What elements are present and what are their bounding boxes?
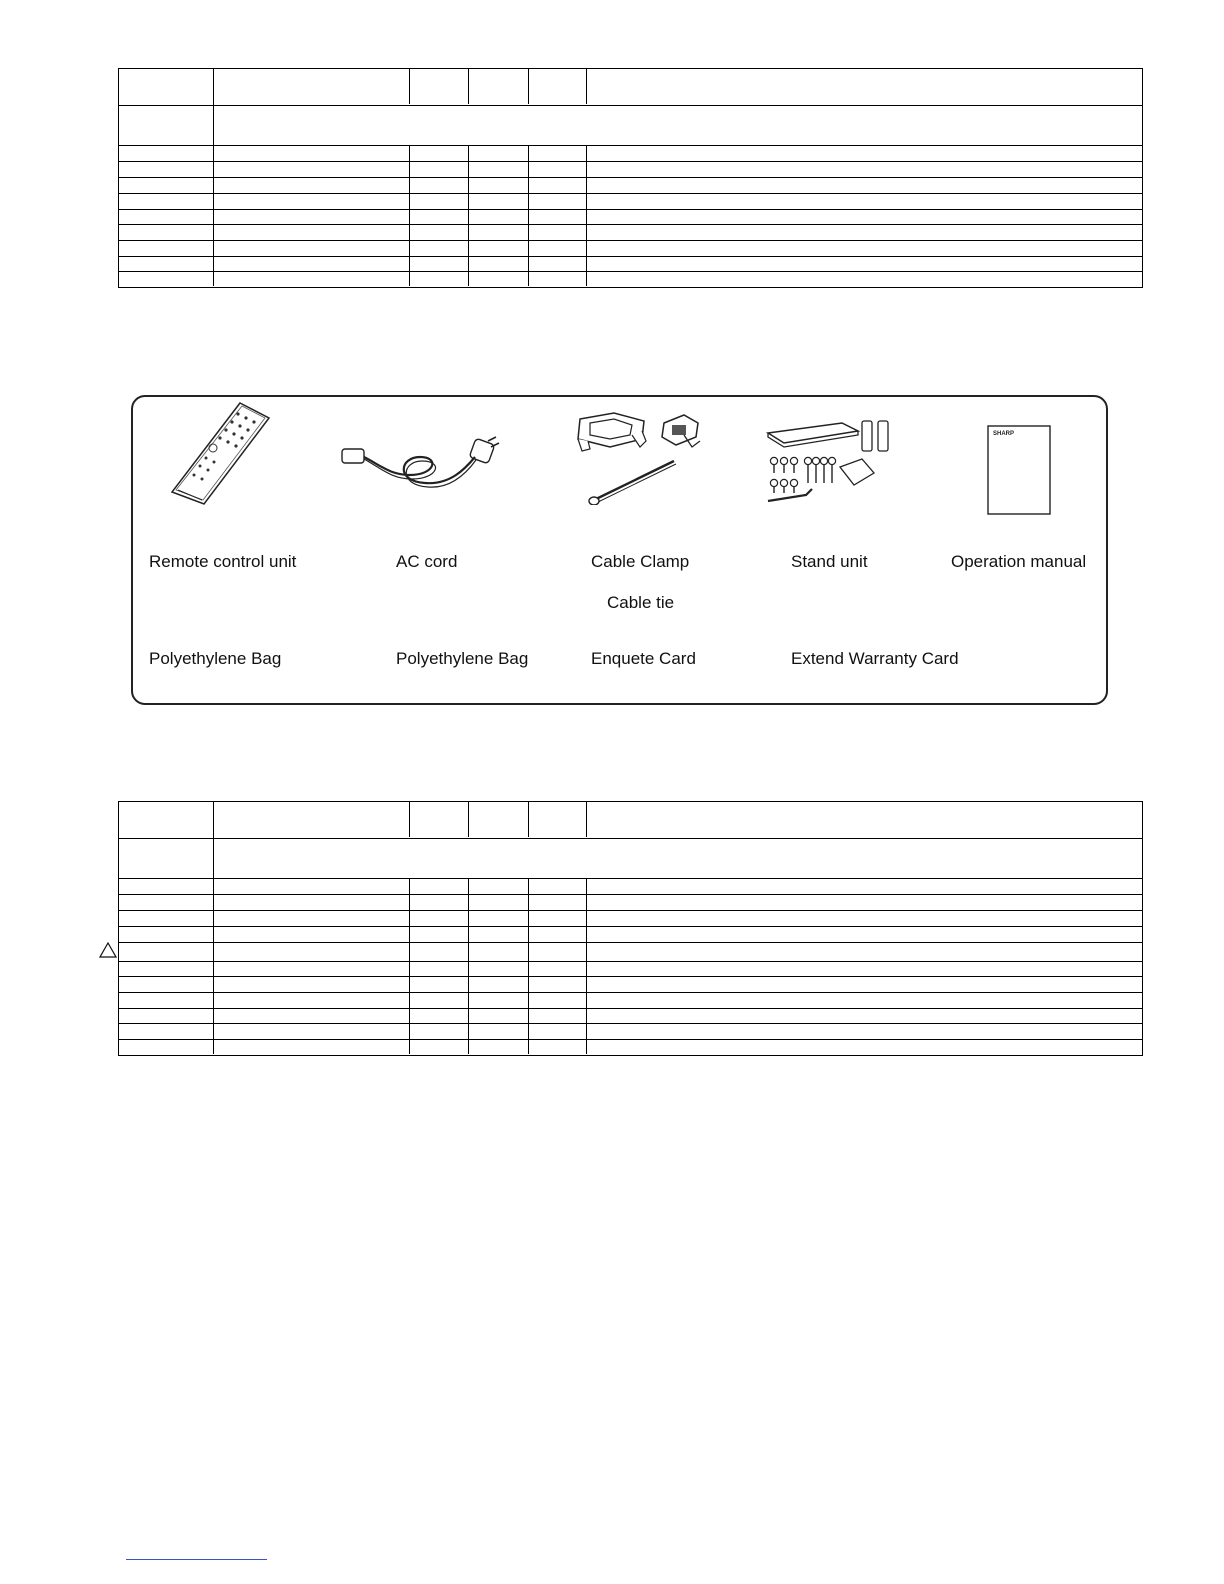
column-divider [409,879,410,1054]
label-remote-control-unit: Remote control unit [149,552,297,571]
column-divider [528,879,529,1054]
table-row [119,209,1142,210]
column-divider [213,802,214,1054]
table-row [119,961,1142,962]
table-row [119,256,1142,257]
table-row [119,838,1142,839]
ac-cord-icon [340,435,500,491]
parts-table-bottom [118,801,1143,1056]
table-row [119,271,1142,272]
manual-brand-label: SHARP [993,431,1015,437]
label-polyethylene-bag-1: Polyethylene Bag [149,649,282,668]
table-row [119,976,1142,977]
label-ac-cord: AC cord [396,552,458,571]
column-divider [528,69,529,104]
table-row [119,1008,1142,1009]
label-stand-unit: Stand unit [791,552,868,571]
table-row [119,926,1142,927]
column-divider [409,146,410,286]
table-row [119,177,1142,178]
table-row [119,193,1142,194]
table-row [119,942,1142,943]
label-operation-manual: Operation manual [951,552,1087,571]
table-row [119,878,1142,879]
label-polyethylene-bag-2: Polyethylene Bag [396,649,529,668]
column-divider [528,802,529,837]
column-divider [528,146,529,286]
parts-table-top [118,68,1143,288]
cable-clamp-icon [572,405,706,505]
table-row [119,910,1142,911]
column-divider [468,802,469,837]
warning-triangle-icon [99,942,117,958]
column-divider [586,879,587,1054]
table-row [119,240,1142,241]
table-row [119,992,1142,993]
label-cable-clamp: Cable Clamp [591,552,690,571]
footer-rule [126,1559,267,1560]
column-divider [468,146,469,286]
table-row [119,145,1142,146]
table-row [119,1023,1142,1024]
stand-unit-icon [762,415,896,511]
table-row [119,161,1142,162]
table-row [119,1039,1142,1040]
table-row [119,894,1142,895]
column-divider [468,69,469,104]
label-cable-tie: Cable tie [607,593,675,612]
remote-control-icon [168,400,272,508]
column-divider [586,802,587,837]
table-row [119,224,1142,225]
table-row [119,105,1142,106]
column-divider [468,879,469,1054]
operation-manual-icon [986,424,1052,516]
label-extend-warranty-card: Extend Warranty Card [791,649,959,668]
label-enquete-card: Enquete Card [591,649,696,668]
column-divider [409,802,410,837]
column-divider [409,69,410,104]
column-divider [586,69,587,104]
column-divider [586,146,587,286]
